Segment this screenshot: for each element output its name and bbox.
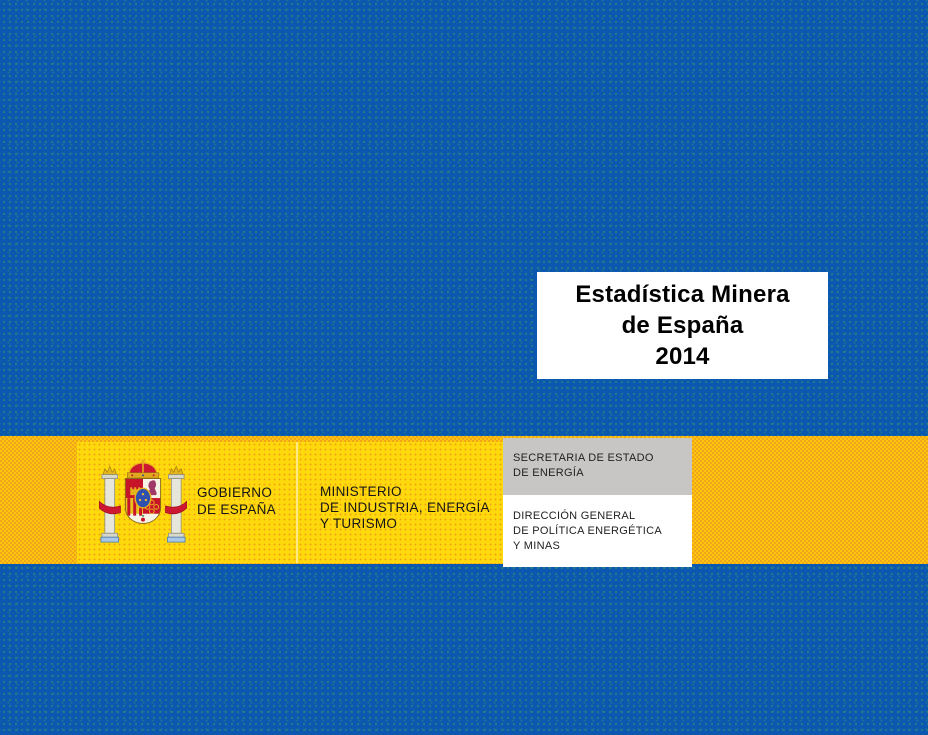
title-line-1: Estadística Minera [575,281,790,308]
gobierno-label-line-1: GOBIERNO [197,485,273,500]
ministry-label [320,484,490,532]
secretariat-line-1: SECRETARIA DE ESTADO [513,452,654,464]
title-line-3: 2014 [655,343,710,370]
secretariat-box [503,438,692,567]
ministry-label-line-1: MINISTERIO [320,484,402,499]
secretariat-line-2: DE ENERGÍA [513,467,584,479]
gobierno-label [197,484,276,518]
gobierno-label-line-2: DE ESPAÑA [197,502,276,517]
secretariat-gray-panel [503,438,692,495]
directorate-line-2: DE POLÍTICA ENERGÉTICA [513,525,663,537]
ministry-label-line-3: Y TURISMO [320,516,398,531]
ministry-block [298,442,503,563]
directorate-line-1: DIRECCIÓN GENERAL [513,510,636,522]
directorate-white-panel [503,495,692,567]
ministry-label-line-2: DE INDUSTRIA, ENERGÍA [320,500,490,515]
title-box [537,272,828,379]
title-line-2: de España [621,312,744,339]
gobierno-logo-block [77,442,296,563]
government-band [0,436,928,564]
spain-coat-of-arms-icon [99,455,187,554]
directorate-line-3: Y MINAS [513,540,561,552]
